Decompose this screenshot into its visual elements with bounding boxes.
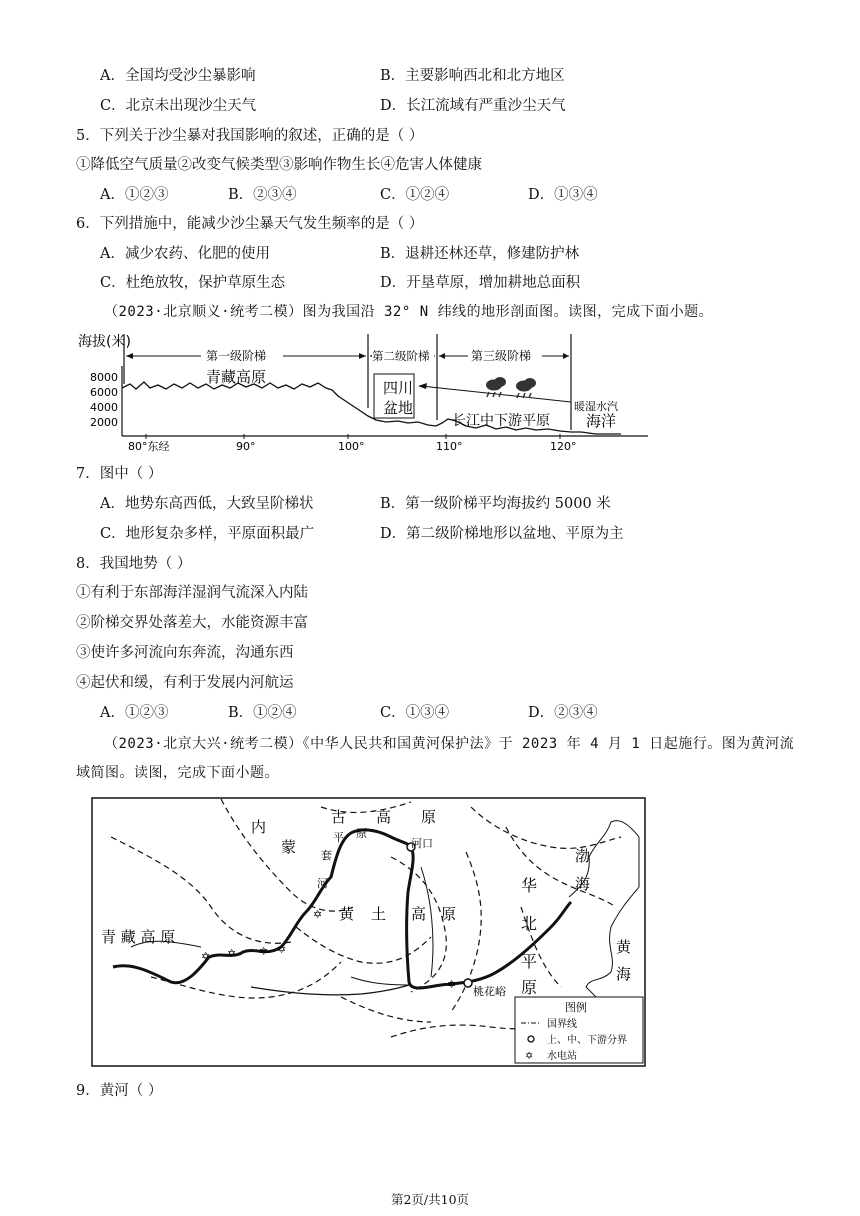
label-gu: 古 xyxy=(331,808,347,826)
label-huangtu-3: 高 xyxy=(411,905,427,923)
hydro-station-icon: ✡ xyxy=(227,947,237,960)
q7-stem: 7．图中（ ） xyxy=(76,466,163,482)
q5-option-b: B．②③④ xyxy=(228,187,297,203)
label-huanghai-2: 海 xyxy=(616,965,632,983)
q6-option-b: B．退耕还林还草，修建防护林 xyxy=(380,246,580,262)
q8-stem: 8．我国地势（ ） xyxy=(76,556,192,572)
label-sichuan-1: 四川 xyxy=(383,379,414,397)
q7-option-c: C．地形复杂多样，平原面积最广 xyxy=(100,526,315,542)
xtick-80: 80°东经 xyxy=(128,440,170,453)
q9-stem: 9．黄河（ ） xyxy=(76,1083,163,1099)
q5-option-a: A．①②③ xyxy=(100,187,169,203)
ytick-2000: 2000 xyxy=(90,416,118,429)
hydro-station-icon: ✡ xyxy=(277,943,287,956)
q8-item-2: ②阶梯交界处落差大，水能资源丰富 xyxy=(76,615,308,631)
ytick-6000: 6000 xyxy=(90,386,118,399)
label-step3: 第三级阶梯 xyxy=(471,349,532,363)
hydro-station-icon: ✡ xyxy=(259,945,269,958)
label-taohuayu: 桃花峪 xyxy=(473,985,506,998)
q8-option-d: D．②③④ xyxy=(528,705,598,721)
q8-option-a: A．①②③ xyxy=(100,705,169,721)
legend-hydro-icon: ✡ xyxy=(525,1051,534,1062)
legend-title: 图例 xyxy=(565,1001,587,1014)
label-gao: 高 xyxy=(376,808,392,826)
label-meng: 蒙 xyxy=(281,838,297,856)
label-qinghai-plateau: 青藏高原 xyxy=(206,368,267,386)
q7-option-b: B．第一级阶梯平均海拔约 5000 米 xyxy=(380,496,611,512)
hydro-station-icon: ✡ xyxy=(313,908,323,921)
ytick-4000: 4000 xyxy=(90,401,118,414)
q4-option-c: C．北京未出现沙尘天气 xyxy=(100,98,257,114)
q5-items: ①降低空气质量②改变气候类型③影响作物生长④危害人体健康 xyxy=(76,157,482,173)
label-huangtu-2: 土 xyxy=(371,905,387,923)
label-ocean: 海洋 xyxy=(586,412,617,430)
intro-profile: （2023·北京顺义·统考二模）图为我国沿 32° N 纬线的地形剖面图。读图，完成下面小题。 xyxy=(104,304,714,320)
yellow-river-map xyxy=(91,797,646,1067)
label-step2: 第二级阶梯 xyxy=(372,349,430,363)
hydro-station-icon: ✡ xyxy=(447,978,457,991)
label-huabei-2: 北 xyxy=(521,914,538,933)
q8-option-b: B．①②④ xyxy=(228,705,297,721)
middle-lower-divide-marker xyxy=(464,979,472,987)
label-yangtze-plain: 长江中下游平原 xyxy=(452,413,550,429)
xtick-120: 120° xyxy=(550,440,577,453)
xtick-90: 90° xyxy=(236,440,256,453)
label-huangtu-1: 黄 xyxy=(339,905,355,923)
q8-item-1: ①有利于东部海洋湿润气流深入内陆 xyxy=(76,585,308,601)
q5-stem: 5．下列关于沙尘暴对我国影响的叙述，正确的是（ ） xyxy=(76,128,424,144)
q6-option-c: C．杜绝放牧，保护草原生态 xyxy=(100,275,286,291)
q5-option-c: C．①②④ xyxy=(380,187,450,203)
terrain-profile-figure xyxy=(76,326,656,456)
label-huabei-3: 平 xyxy=(521,952,538,971)
profile-ylabel: 海拔(米) xyxy=(78,334,131,350)
label-bohai-2: 海 xyxy=(575,875,591,893)
q4-option-d: D．长江流域有严重沙尘天气 xyxy=(380,98,566,114)
q7-option-a: A．地势东高西低，大致呈阶梯状 xyxy=(100,496,314,512)
label-huanghai-1: 黄 xyxy=(616,938,632,956)
label-yuan: 原 xyxy=(421,808,437,826)
label-hekou: 河口 xyxy=(411,837,433,850)
label-huabei-4: 原 xyxy=(521,978,538,997)
page-footer: 第2页/共10页 xyxy=(390,1192,470,1207)
q4-option-b: B．主要影响西北和北方地区 xyxy=(380,68,565,84)
label-tao: 套 xyxy=(321,849,332,862)
legend-divide-icon xyxy=(528,1036,534,1042)
label-bohai-1: 渤 xyxy=(575,847,591,865)
label-step1: 第一级阶梯 xyxy=(206,349,267,363)
xtick-110: 110° xyxy=(436,440,463,453)
q6-stem: 6．下列措施中，能减少沙尘暴天气发生频率的是（ ） xyxy=(76,216,424,232)
hydro-station-icon: ✡ xyxy=(201,950,211,963)
xtick-100: 100° xyxy=(338,440,365,453)
label-airflow: 暖湿水汽 xyxy=(574,400,618,413)
q8-option-c: C．①③④ xyxy=(380,705,450,721)
q8-item-4: ④起伏和缓，有利于发展内河航运 xyxy=(76,675,294,691)
q6-option-d: D．开垦草原，增加耕地总面积 xyxy=(380,275,581,291)
q4-option-a: A．全国均受沙尘暴影响 xyxy=(100,68,256,84)
q8-item-3: ③使许多河流向东奔流，沟通东西 xyxy=(76,645,294,661)
legend-border-label: 国界线 xyxy=(547,1019,577,1030)
label-nei: 内 xyxy=(251,818,267,836)
label-qingzang: 青 藏 高 原 xyxy=(101,928,176,946)
label-hetao-ping: 平 xyxy=(333,831,344,844)
q5-option-d: D．①③④ xyxy=(528,187,598,203)
q6-option-a: A．减少农药、化肥的使用 xyxy=(100,246,270,262)
intro-yellow-river: （2023·北京大兴·统考二模）《中华人民共和国黄河保护法》于 2023 年 4 月 1 日起施行。图为黄河流域简图。读图，完成下面小题。 xyxy=(76,736,795,781)
label-hetao-yuan: 原 xyxy=(356,827,367,840)
rain-cloud-icon xyxy=(516,378,536,398)
legend-divide-label: 上、中、下游分界 xyxy=(547,1035,627,1046)
legend-hydro-label: 水电站 xyxy=(547,1051,577,1062)
label-sichuan-2: 盆地 xyxy=(383,399,414,417)
label-huangtu-4: 原 xyxy=(441,905,457,923)
label-he: 河 xyxy=(317,877,328,890)
q7-option-d: D．第二级阶梯地形以盆地、平原为主 xyxy=(380,526,624,542)
ytick-8000: 8000 xyxy=(90,371,118,384)
label-huabei-1: 华 xyxy=(521,876,538,895)
